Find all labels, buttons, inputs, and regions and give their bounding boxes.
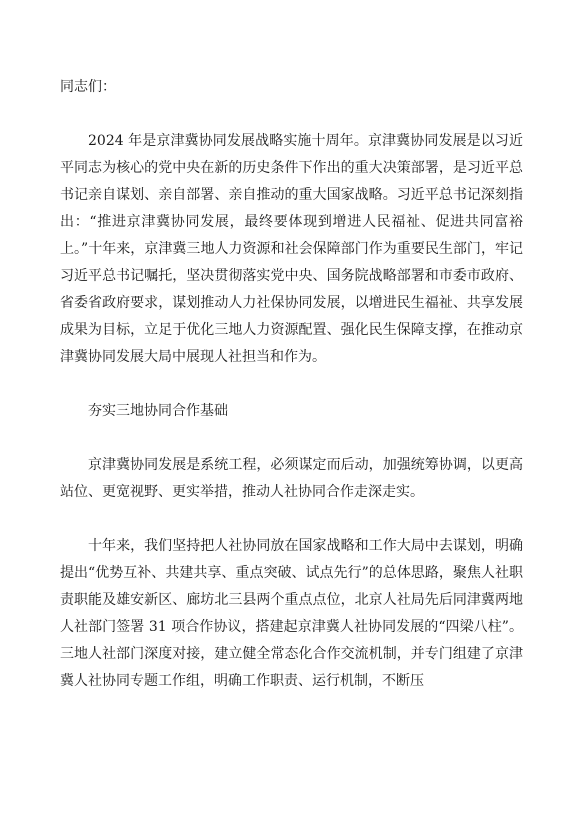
section-paragraph-1: 京津冀协同发展是系统工程，必须谋定而后动，加强统筹协调，以更高站位、更宽视野、更实举措，推动人社协同合作走深走实。 — [60, 457, 523, 500]
salutation: 同志们： — [60, 79, 116, 95]
intro-paragraph: 2024 年是京津冀协同发展战略实施十周年。京津冀协同发展是以习近平同志为核心的党中央在新的历史条件下作出的重大决策部署，是习近平总书记亲自谋划、亲自部署、亲自推动的重大国家战略。习近平总书记深刻指出：“推进京津冀协同发展，最终要体现到增进人民福祉、促进共同富裕上。”十年来，京津冀三地人力资源和社会保障部门作为重要民生部门，牢记习近平总书记嘱托，坚决贯彻落实党中央、国务院战略部署和市委市政府、省委省政府要求，谋划推动人力社保协同发展，以增进民生福祉、共享发展成果为目标，立足于优化三地人力资源配置、强化民生保障支撑，在推动京津冀协同发展大局中展现人社担当和作为。 — [60, 133, 523, 365]
section-heading: 夯实三地协同合作基础 — [88, 403, 228, 419]
section-paragraph-2: 十年来，我们坚持把人社协同放在国家战略和工作大局中去谋划，明确提出“优势互补、共建共享、重点突破、试点先行”的总体思路，聚焦人社职责职能及雄安新区、廊坊北三县两个重点点位，北京人社局先后同津冀两地人社部门签署 31 项合作协议，搭建起京津冀人社协同发展的“四梁八柱”。三地人社部门深度对接，建立健全常态化合作交流机制，并专门组建了京津冀人社协同专题工作组，明确工作职责、运行机制，不断压 — [60, 538, 523, 689]
